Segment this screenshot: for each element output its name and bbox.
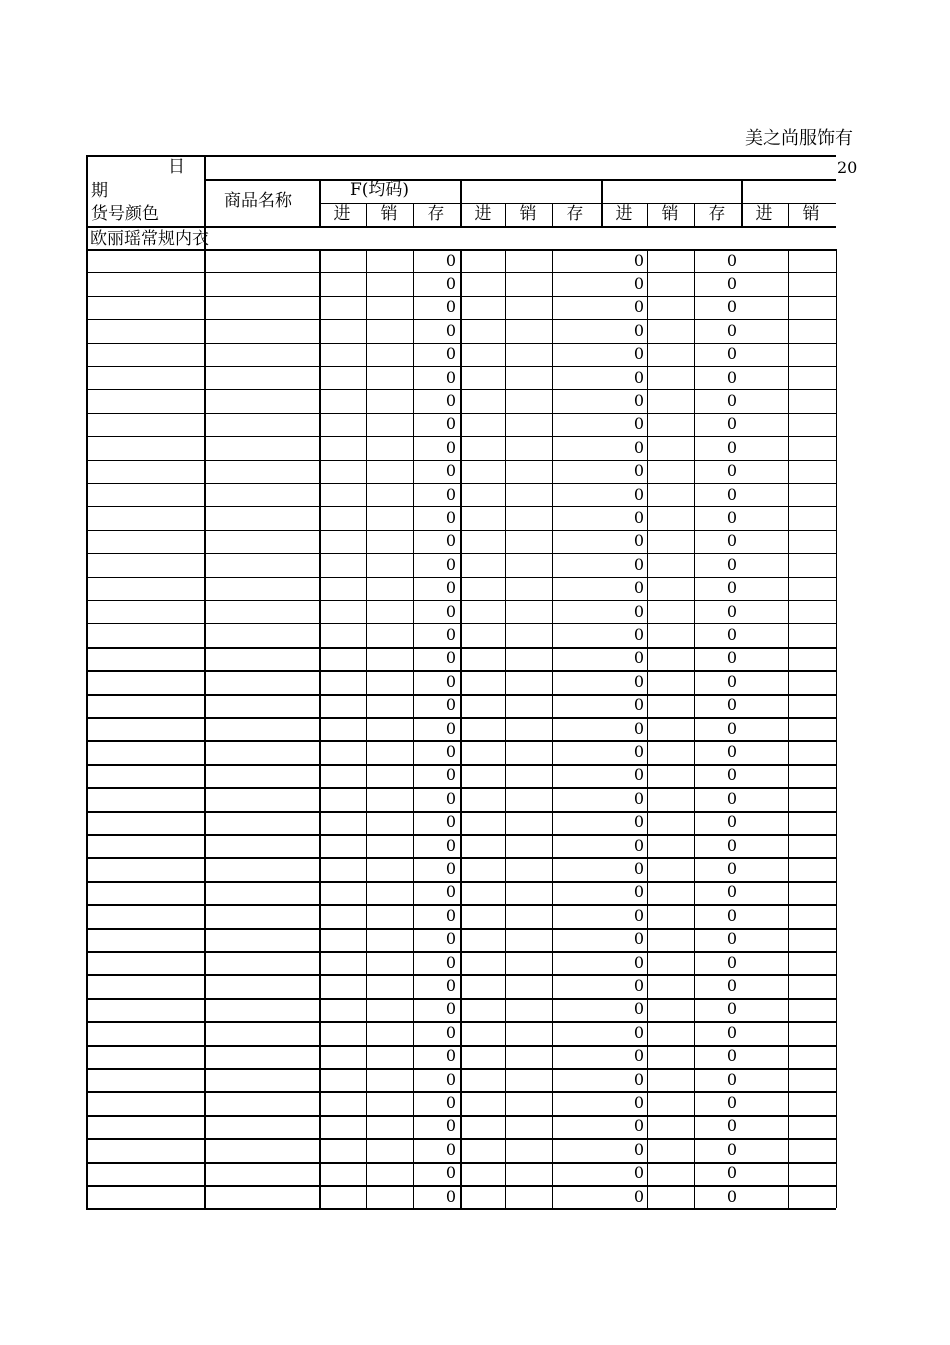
stock-value-cell: 0 — [445, 507, 456, 527]
table-top-border — [86, 155, 836, 157]
stock-value-cell: 0 — [445, 1163, 456, 1183]
stock-value-cell: 0 — [633, 905, 644, 925]
sub-header-label: 存 — [708, 204, 726, 224]
stock-value-cell: 0 — [445, 952, 456, 972]
data-column-divider — [413, 249, 414, 1208]
stock-value-cell: 0 — [726, 718, 737, 738]
stock-value-cell: 0 — [445, 624, 456, 644]
data-column-divider — [505, 249, 506, 1208]
stock-value-cell: 0 — [445, 975, 456, 995]
sub-header-label: 进 — [615, 204, 633, 224]
stock-value-cell: 0 — [726, 1163, 737, 1183]
stock-value-cell: 0 — [445, 320, 456, 340]
stock-value-cell: 0 — [726, 344, 737, 364]
stock-value-cell: 0 — [633, 414, 644, 434]
stock-value-cell: 0 — [445, 671, 456, 691]
stock-value-cell: 0 — [726, 671, 737, 691]
size-group-header: F(均码) — [350, 180, 410, 200]
code-color-header: 货号颜色 — [91, 204, 159, 224]
table-left-border — [86, 155, 88, 1208]
stock-value-cell: 0 — [445, 297, 456, 317]
stock-value-cell: 0 — [633, 1092, 644, 1112]
stock-value-cell: 0 — [726, 648, 737, 668]
column-divider — [319, 249, 321, 1208]
stock-value-cell: 0 — [726, 765, 737, 785]
stock-value-cell: 0 — [633, 297, 644, 317]
stock-value-cell: 0 — [633, 507, 644, 527]
stock-value-cell: 0 — [445, 929, 456, 949]
stock-value-cell: 0 — [726, 812, 737, 832]
stock-value-cell: 0 — [445, 273, 456, 293]
stock-value-cell: 0 — [726, 1069, 737, 1089]
stock-value-cell: 0 — [726, 1139, 737, 1159]
stock-value-cell: 0 — [633, 882, 644, 902]
stock-value-cell: 0 — [726, 1046, 737, 1066]
stock-value-cell: 0 — [726, 554, 737, 574]
stock-value-cell: 0 — [726, 250, 737, 270]
data-column-divider — [552, 249, 553, 1208]
stock-value-cell: 0 — [726, 390, 737, 410]
stock-value-cell: 0 — [633, 1186, 644, 1206]
stock-value-cell: 0 — [633, 952, 644, 972]
stock-value-cell: 0 — [633, 554, 644, 574]
stock-value-cell: 0 — [633, 344, 644, 364]
stock-value-cell: 0 — [633, 648, 644, 668]
stock-value-cell: 0 — [726, 1092, 737, 1112]
company-title: 美之尚服饰有 — [745, 128, 853, 149]
stock-value-cell: 0 — [726, 578, 737, 598]
stock-value-cell: 0 — [726, 507, 737, 527]
sub-header-label: 进 — [333, 204, 351, 224]
stock-value-cell: 0 — [633, 695, 644, 715]
stock-value-cell: 0 — [445, 344, 456, 364]
stock-value-cell: 0 — [633, 578, 644, 598]
stock-value-cell: 0 — [726, 1022, 737, 1042]
sub-header-label: 存 — [427, 204, 445, 224]
stock-value-cell: 0 — [445, 1092, 456, 1112]
stock-value-cell: 0 — [726, 320, 737, 340]
stock-value-cell: 0 — [726, 1116, 737, 1136]
stock-value-cell: 0 — [445, 788, 456, 808]
stock-value-cell: 0 — [726, 1186, 737, 1206]
stock-value-cell: 0 — [726, 601, 737, 621]
stock-value-cell: 0 — [726, 835, 737, 855]
stock-value-cell: 0 — [633, 741, 644, 761]
stock-value-cell: 0 — [726, 273, 737, 293]
stock-value-cell: 0 — [445, 250, 456, 270]
stock-value-cell: 0 — [633, 484, 644, 504]
stock-value-cell: 0 — [633, 1069, 644, 1089]
stock-value-cell: 0 — [633, 601, 644, 621]
stock-value-cell: 0 — [445, 695, 456, 715]
stock-value-cell: 0 — [726, 882, 737, 902]
stock-value-cell: 0 — [726, 788, 737, 808]
product-name-header: 商品名称 — [224, 191, 292, 211]
stock-value-cell: 0 — [633, 367, 644, 387]
stock-value-cell: 0 — [445, 999, 456, 1019]
stock-value-cell: 0 — [726, 695, 737, 715]
sub-header-label: 存 — [566, 204, 584, 224]
date-header: 日 — [168, 157, 185, 177]
stock-value-cell: 0 — [633, 250, 644, 270]
stock-value-cell: 0 — [633, 1163, 644, 1183]
stock-value-cell: 0 — [445, 437, 456, 457]
stock-value-cell: 0 — [726, 905, 737, 925]
stock-value-cell: 0 — [445, 367, 456, 387]
stock-value-cell: 0 — [633, 461, 644, 481]
stock-value-cell: 0 — [445, 648, 456, 668]
stock-value-cell: 0 — [445, 835, 456, 855]
stock-value-cell: 0 — [726, 297, 737, 317]
category-label: 欧丽瑶常规内衣 — [90, 229, 209, 249]
header-bottom-border — [86, 226, 836, 228]
stock-value-cell: 0 — [726, 999, 737, 1019]
stock-value-cell: 0 — [445, 1022, 456, 1042]
stock-value-cell: 0 — [445, 1139, 456, 1159]
sub-header-label: 销 — [802, 204, 820, 224]
stock-value-cell: 0 — [726, 741, 737, 761]
stock-value-cell: 0 — [445, 765, 456, 785]
inventory-sheet — [86, 155, 836, 1211]
stock-value-cell: 0 — [633, 390, 644, 410]
stock-value-cell: 0 — [726, 531, 737, 551]
stock-value-cell: 0 — [445, 461, 456, 481]
stock-value-cell: 0 — [726, 975, 737, 995]
stock-value-cell: 0 — [445, 578, 456, 598]
sub-header-label: 进 — [755, 204, 773, 224]
sub-header-label: 销 — [661, 204, 679, 224]
data-column-divider — [647, 249, 648, 1208]
table-row — [86, 1208, 836, 1210]
stock-value-cell: 0 — [633, 765, 644, 785]
stock-value-cell: 0 — [445, 718, 456, 738]
stock-value-cell: 0 — [633, 1046, 644, 1066]
stock-value-cell: 0 — [726, 367, 737, 387]
stock-value-cell: 0 — [726, 414, 737, 434]
stock-value-cell: 0 — [726, 858, 737, 878]
stock-value-cell: 0 — [633, 320, 644, 340]
stock-value-cell: 0 — [726, 624, 737, 644]
stock-value-cell: 0 — [445, 531, 456, 551]
stock-value-cell: 0 — [633, 437, 644, 457]
sub-header-label: 进 — [474, 204, 492, 224]
stock-value-cell: 0 — [726, 929, 737, 949]
stock-value-cell: 0 — [633, 273, 644, 293]
stock-value-cell: 0 — [445, 554, 456, 574]
stock-value-cell: 0 — [445, 858, 456, 878]
stock-value-cell: 0 — [633, 1139, 644, 1159]
data-column-divider — [460, 249, 462, 1208]
stock-value-cell: 0 — [445, 741, 456, 761]
stock-value-cell: 0 — [633, 624, 644, 644]
stock-value-cell: 0 — [633, 999, 644, 1019]
stock-value-cell: 0 — [726, 484, 737, 504]
stock-value-cell: 0 — [445, 484, 456, 504]
stock-value-cell: 0 — [633, 929, 644, 949]
stock-value-cell: 0 — [726, 437, 737, 457]
stock-value-cell: 0 — [633, 788, 644, 808]
stock-value-cell: 0 — [726, 461, 737, 481]
stock-value-cell: 0 — [445, 882, 456, 902]
stock-value-cell: 0 — [633, 1022, 644, 1042]
stock-value-cell: 0 — [633, 812, 644, 832]
period-header: 期 — [91, 181, 108, 201]
stock-value-cell: 0 — [445, 905, 456, 925]
sub-header-label: 销 — [519, 204, 537, 224]
stock-value-cell: 0 — [633, 531, 644, 551]
stock-value-cell: 0 — [445, 812, 456, 832]
data-column-divider — [366, 249, 367, 1208]
stock-value-cell: 0 — [445, 1069, 456, 1089]
data-column-divider — [694, 249, 695, 1208]
stock-value-cell: 0 — [445, 1116, 456, 1136]
data-column-divider — [788, 249, 789, 1208]
stock-value-cell: 0 — [633, 835, 644, 855]
stock-value-cell: 0 — [633, 671, 644, 691]
stock-value-cell: 0 — [633, 1116, 644, 1136]
year-label: 20 — [837, 158, 858, 177]
stock-value-cell: 0 — [445, 1046, 456, 1066]
stock-value-cell: 0 — [445, 414, 456, 434]
sub-header-label: 销 — [380, 204, 398, 224]
stock-value-cell: 0 — [726, 952, 737, 972]
data-column-divider — [836, 249, 837, 1208]
stock-value-cell: 0 — [633, 718, 644, 738]
stock-value-cell: 0 — [445, 1186, 456, 1206]
stock-value-cell: 0 — [445, 390, 456, 410]
stock-value-cell: 0 — [633, 975, 644, 995]
stock-value-cell: 0 — [445, 601, 456, 621]
stock-value-cell: 0 — [633, 858, 644, 878]
column-divider — [204, 155, 206, 1208]
